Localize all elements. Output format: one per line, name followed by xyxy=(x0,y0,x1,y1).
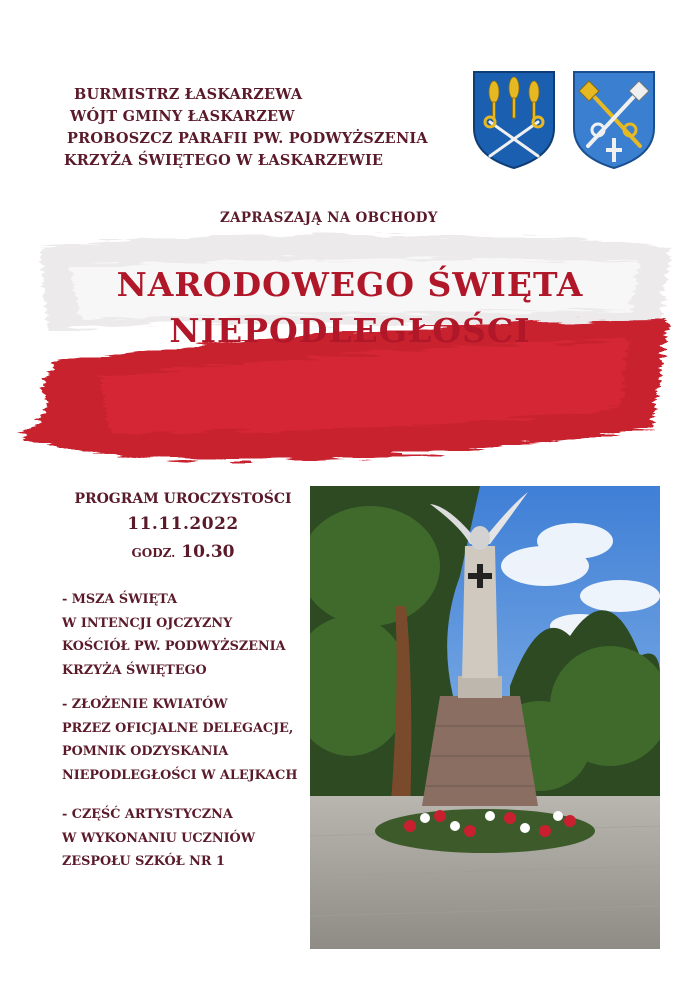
monument-photo xyxy=(310,486,660,949)
invitation-text: ZAPRASZAJĄ NA OBCHODY xyxy=(220,210,438,226)
program-time xyxy=(60,538,306,567)
laskarzew-gmina-crest-icon xyxy=(570,70,658,170)
item-line: - CZĘŚĆ ARTYSTYCZNA xyxy=(62,807,233,822)
main-title xyxy=(0,262,700,354)
item-line: - ZŁOŻENIE KWIATÓW xyxy=(62,697,228,712)
title-line-1: NARODOWEGO ŚWIĘTA xyxy=(116,265,584,304)
item-line: KOŚCIÓŁ PW. PODWYŻSZENIA xyxy=(62,639,286,654)
program-item-mass xyxy=(62,588,307,682)
program-header xyxy=(60,488,306,567)
item-line: NIEPODLEGŁOŚCI W ALEJKACH xyxy=(62,767,298,783)
item-line: W WYKONANIU UCZNIÓW xyxy=(62,830,256,846)
item-line: KRZYŻA ŚWIĘTEGO xyxy=(62,662,207,678)
organizer-line: KRZYŻA ŚWIĘTEGO W ŁASKARZEWIE xyxy=(64,152,384,169)
organizer-line: PROBOSZCZ PARAFII PW. PODWYŻSZENIA xyxy=(67,130,428,147)
item-line: PRZEZ OFICJALNE DELEGACJE, xyxy=(62,720,294,736)
item-line: W INTENCJI OJCZYZNY xyxy=(62,615,233,631)
item-line: - MSZA ŚWIĘTA xyxy=(62,592,178,607)
program-items xyxy=(62,588,307,885)
organizer-line: WÓJT GMINY ŁASKARZEW xyxy=(70,108,295,125)
item-line: ZESPOŁU SZKÓŁ NR 1 xyxy=(62,854,225,869)
program-date: 11.11.2022 xyxy=(127,514,239,534)
item-line: POMNIK ODZYSKANIA xyxy=(62,744,229,759)
program-item-artistic xyxy=(62,803,307,874)
program-title: PROGRAM UROCZYSTOŚCI xyxy=(74,491,292,507)
program-item-flowers xyxy=(62,693,307,787)
title-line-2: NIEPODLEGŁOŚCI xyxy=(169,311,531,350)
organizer-line: BURMISTRZ ŁASKARZEWA xyxy=(74,86,303,103)
time-value: 10.30 xyxy=(181,542,235,562)
laskarzew-town-crest-icon xyxy=(470,70,558,170)
time-label: GODZ. xyxy=(131,546,176,560)
organizers-block xyxy=(64,84,464,172)
